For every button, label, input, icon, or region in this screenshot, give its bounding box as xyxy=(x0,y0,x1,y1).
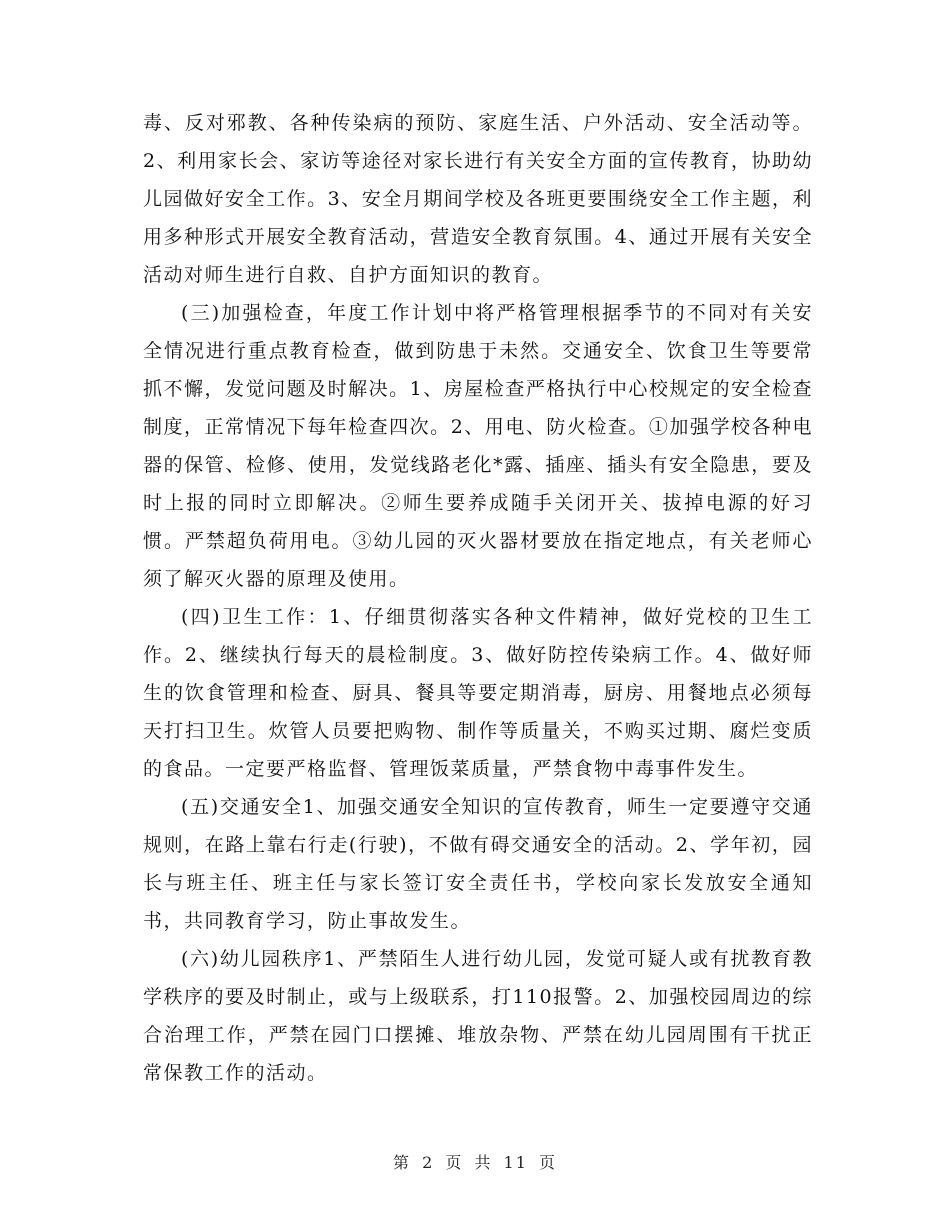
paragraph-hygiene: (四)卫生工作：1、仔细贯彻落实各种文件精神，做好党校的卫生工作。2、继续执行每天的晨检制度。3、做好防控传染病工作。4、做好师生的饮食管理和检查、厨具、餐具等要定期消毒，厨房、用餐地点必须每天打扫卫生。炊管人员要把购物、制作等质量关，不购买过期、腐烂变质的食品。一定要严格监督、管理饭菜质量，严禁食物中毒事件发生。 xyxy=(143,606,813,780)
paragraph-inspection: (三)加强检查，年度工作计划中将严格管理根据季节的不同对有关安全情况进行重点教育检查，做到防患于未然。交通安全、饮食卫生等要常抓不懈，发觉问题及时解决。1、房屋检查严格执行中心校规定的安全检查制度，正常情况下每年检查四次。2、用电、防火检查。①加强学校各种电器的保管、检修、使用，发觉线路老化*露、插座、插头有安全隐患，要及时上报的同时立即解决。②师生要养成随手关闭开关、拔掉电源的好习惯。严禁超负荷用电。③幼儿园的灭火器材要放在指定地点，有关老师心须了解灭火器的原理及使用。 xyxy=(143,302,813,590)
paragraph-traffic-safety: (五)交通安全1、加强交通安全知识的宣传教育，师生一定要遵守交通规则，在路上靠右行走(行驶)，不做有碍交通安全的活动。2、学年初，园长与班主任、班主任与家长签订安全责任书，学校向家长发放安全通知书，共同教育学习，防止事故发生。 xyxy=(143,796,813,932)
document-body xyxy=(143,104,813,1092)
page-number-footer: 第 2 页 共 11 页 xyxy=(393,1153,557,1172)
paragraph-continuation: 毒、反对邪教、各种传染病的预防、家庭生活、户外活动、安全活动等。2、利用家长会、家访等途径对家长进行有关安全方面的宣传教育，协助幼儿园做好安全工作。3、安全月期间学校及各班更要围绕安全工作主题，利用多种形式开展安全教育活动，营造安全教育氛围。4、通过开展有关安全活动对师生进行自救、自护方面知识的教育。 xyxy=(143,112,813,286)
paragraph-kindergarten-order: (六)幼儿园秩序1、严禁陌生人进行幼儿园，发觉可疑人或有扰教育教学秩序的要及时制止，或与上级联系，打110报警。2、加强校园周边的综合治理工作，严禁在园门口摆摊、堆放杂物、严禁在幼儿园周围有干扰正常保教工作的活动。 xyxy=(143,948,813,1084)
